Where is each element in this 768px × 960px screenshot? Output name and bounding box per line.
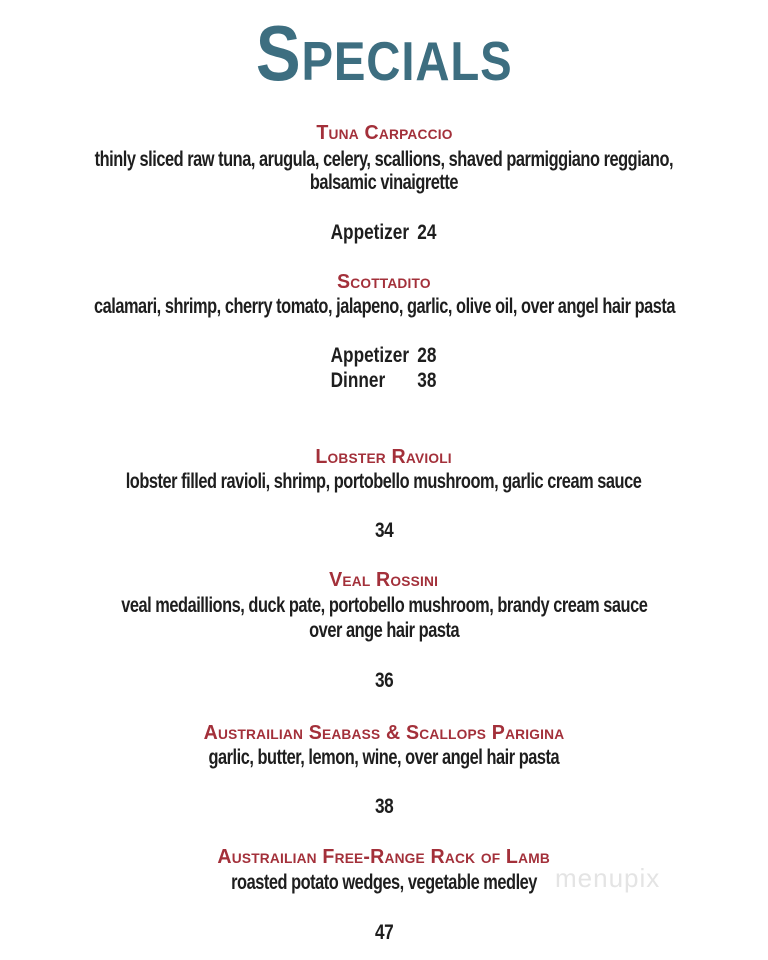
item-price [0, 518, 768, 544]
price-value: 38 [374, 795, 394, 818]
title-text: Specials [255, 9, 513, 97]
price-row [331, 368, 437, 393]
item-name [0, 121, 768, 145]
item-name-text: Austrailian Seabass & Scallops Parigina [203, 722, 565, 744]
price-value: 34 [374, 519, 394, 542]
item-name [0, 270, 768, 294]
item-price [0, 920, 768, 946]
item-description [0, 170, 768, 196]
description-line: over ange hair pasta [309, 619, 459, 642]
item-name-text: Tuna Carpaccio [315, 122, 453, 144]
item-name [0, 568, 768, 592]
description-line: balsamic vinaigrette [309, 171, 459, 194]
price-row [331, 220, 437, 245]
price-list [0, 343, 768, 393]
item-name-text: Lobster Ravioli [315, 446, 453, 468]
price-row [331, 343, 437, 368]
item-description [0, 469, 768, 495]
item-price [0, 668, 768, 694]
description-line: lobster filled ravioli, shrimp, portobello mushroom, garlic cream sauce [126, 470, 642, 493]
description-line: garlic, butter, lemon, wine, over angel hair pasta [208, 746, 560, 769]
description-line: roasted potato wedges, vegetable medley [231, 871, 537, 894]
page-title [0, 8, 768, 98]
price-label: Dinner [331, 369, 386, 392]
item-name-text: Veal Rossini [329, 569, 439, 591]
price-label: Appetizer [331, 344, 410, 367]
price-value: 38 [417, 369, 437, 392]
description-line: veal medaillions, duck pate, portobello mushroom, brandy cream sauce [120, 594, 648, 617]
watermark: menupix [555, 863, 661, 893]
item-name-text: Austrailian Free-Range Rack of Lamb [217, 846, 551, 868]
price-value: 28 [417, 344, 437, 367]
item-description [0, 745, 768, 771]
price-list [0, 220, 768, 245]
item-name [0, 445, 768, 469]
item-description [0, 593, 768, 619]
item-name-text: Scottadito [337, 271, 431, 293]
description-line: thinly sliced raw tuna, arugula, celery, scallions, shaved parmiggiano reggiano, [94, 148, 674, 171]
item-price [0, 794, 768, 820]
item-name [0, 721, 768, 745]
price-value: 36 [374, 669, 394, 692]
price-value: 24 [417, 221, 437, 244]
price-label: Appetizer [331, 221, 410, 244]
item-description [0, 618, 768, 644]
description-line: calamari, shrimp, cherry tomato, jalapeno, garlic, olive oil, over angel hair pasta [93, 295, 675, 318]
item-description [0, 294, 768, 320]
price-value: 47 [374, 921, 394, 944]
